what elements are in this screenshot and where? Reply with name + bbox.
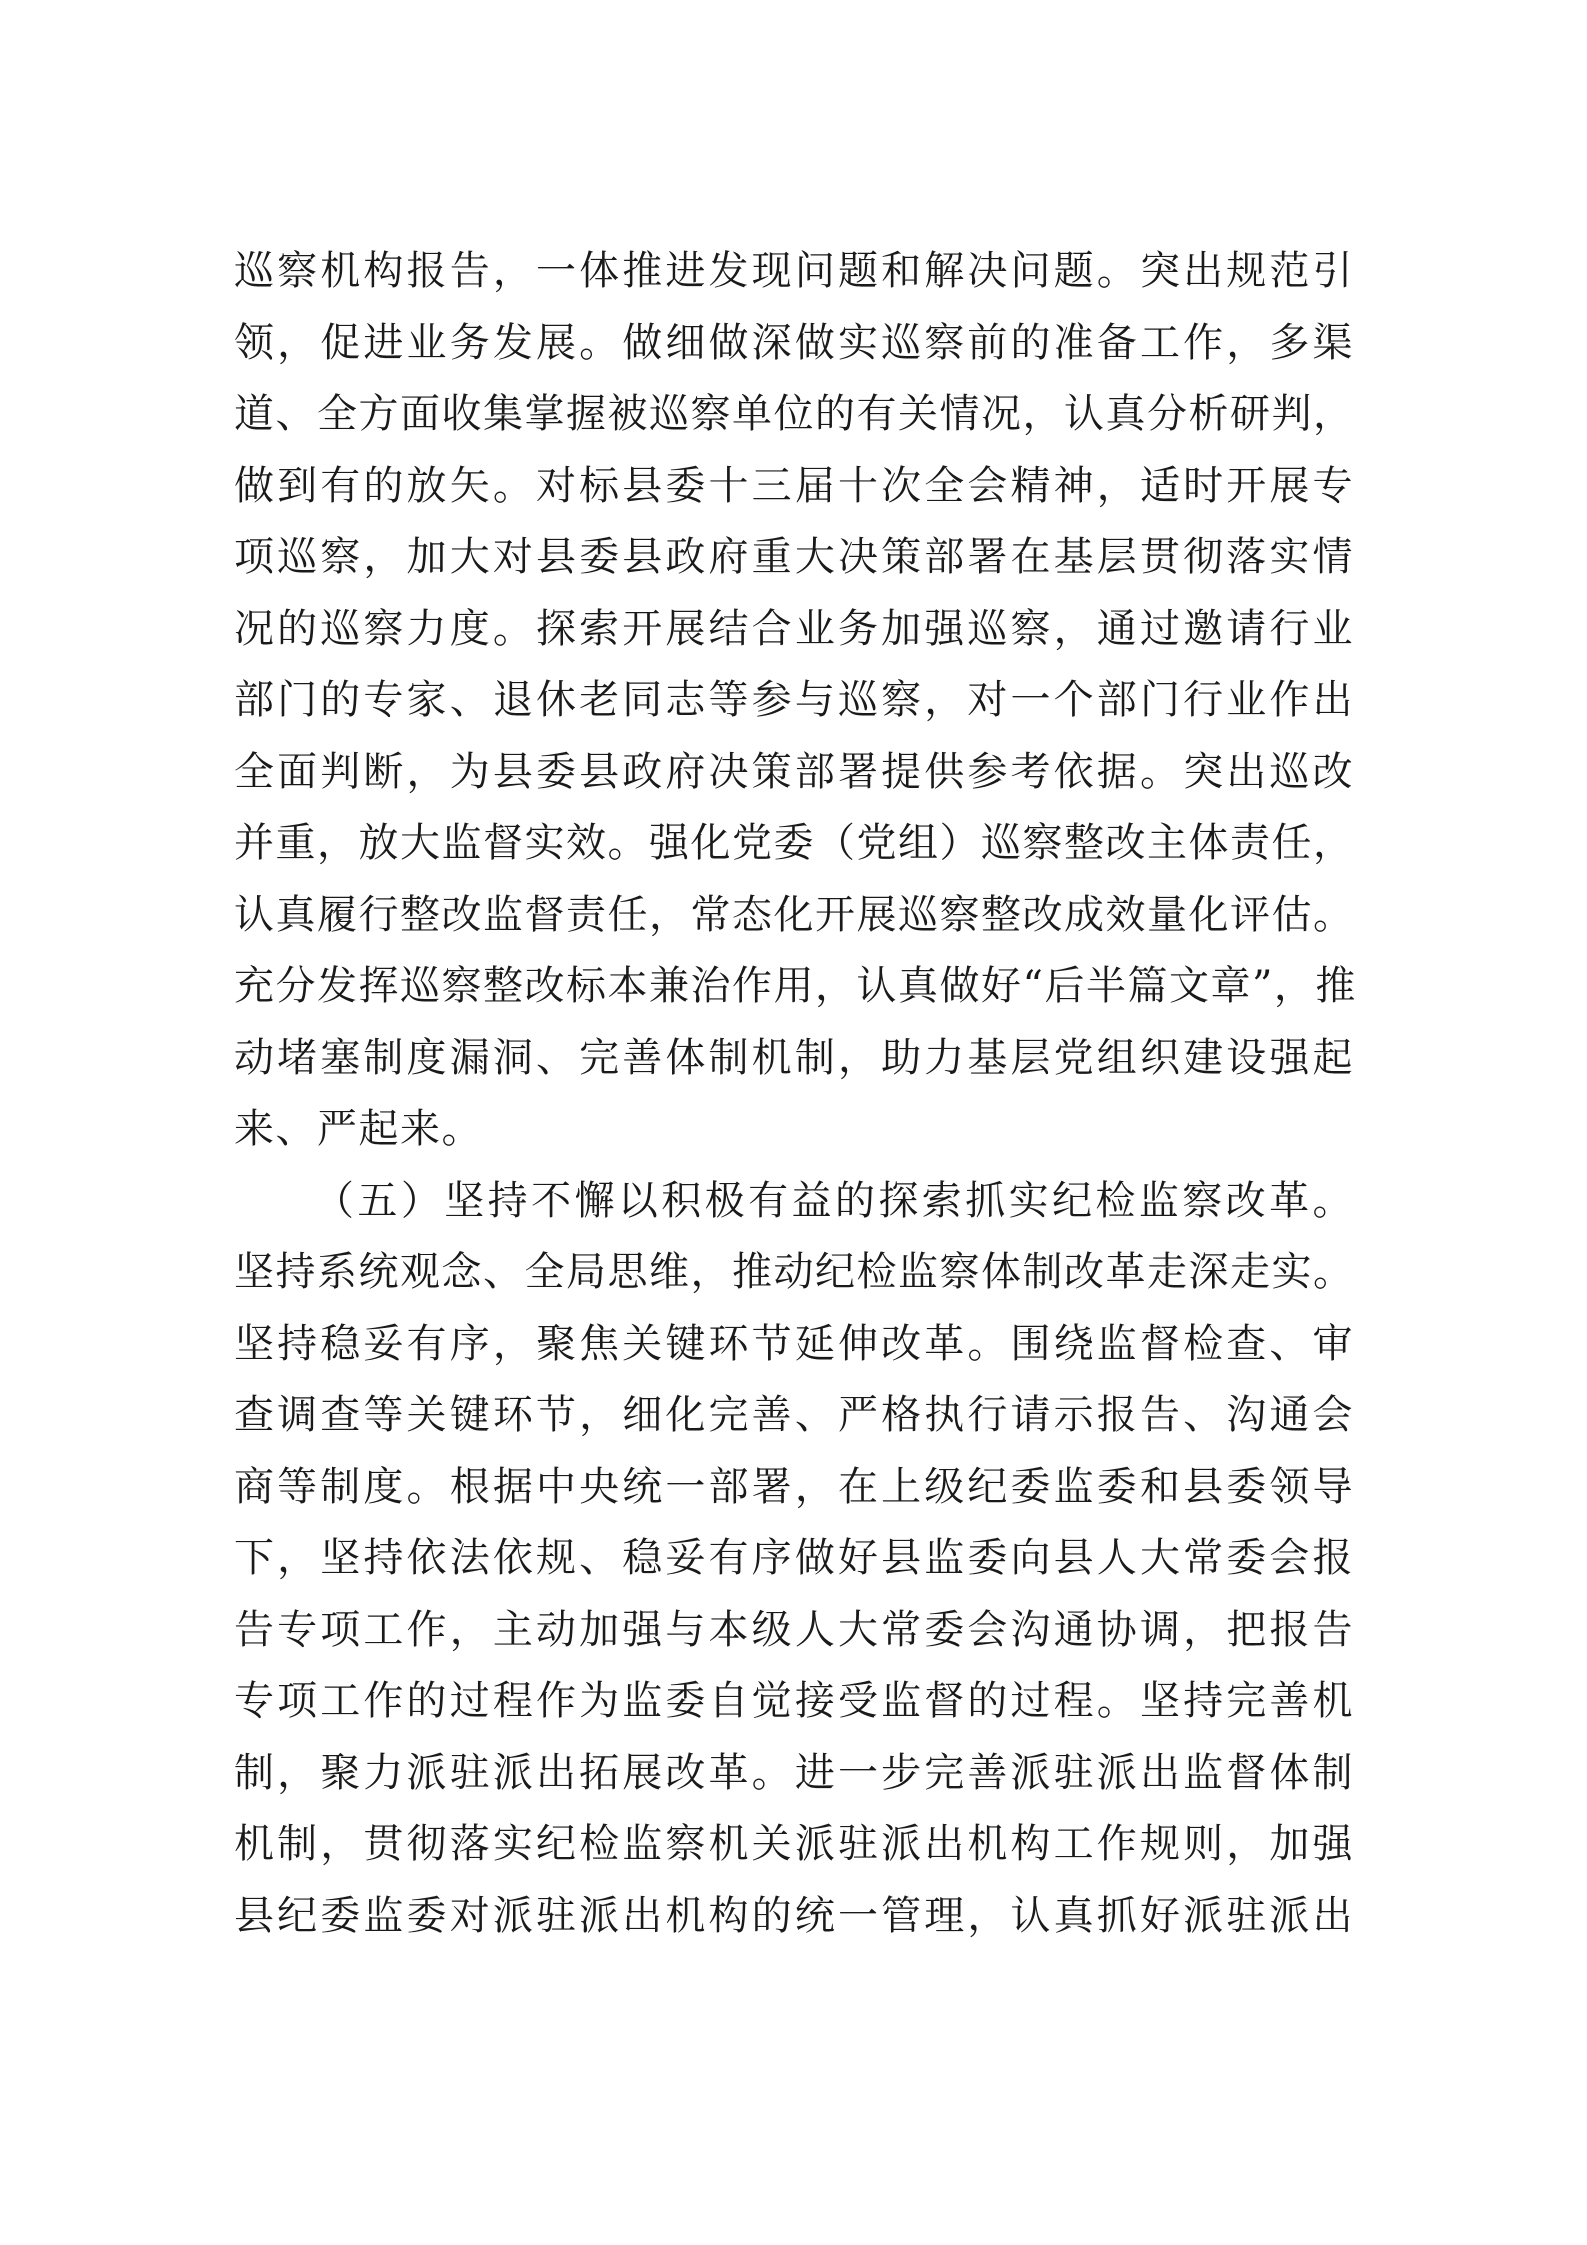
text-line: 项巡察，加大对县委县政府重大决策部署在基层贯彻落实情: [234, 534, 1354, 580]
text-line: 全面判断，为县委县政府决策部署提供参考依据。突出巡改: [234, 748, 1354, 795]
text-line: 充分发挥巡察整改标本兼治作用，认真做好“后半篇文章”，推: [234, 963, 1357, 1009]
paragraph-inspection: [234, 236, 1357, 1166]
text-line: 做到有的放矢。对标县委十三届十次全会精神，适时开展专: [234, 462, 1354, 509]
text-line: 专项工作的过程作为监委自觉接受监督的过程。坚持完善机: [234, 1678, 1354, 1724]
text-line: 查调查等关键环节，细化完善、严格执行请示报告、沟通会: [234, 1392, 1354, 1438]
text-line: 商等制度。根据中央统一部署，在上级纪委监委和县委领导: [234, 1463, 1354, 1510]
text-line: 制，聚力派驻派出拓展改革。进一步完善派驻派出监督体制: [234, 1749, 1354, 1796]
text-line: 部门的专家、退休老同志等参与巡察，对一个部门行业作出: [234, 677, 1354, 723]
text-line-last: 来、严起来。: [234, 1106, 483, 1152]
section-heading-line: （五）坚持不懈以积极有益的探索抓实纪检监察改革。: [314, 1177, 1354, 1224]
text-line: 领，促进业务发展。做细做深做实巡察前的准备工作，多渠: [234, 319, 1354, 366]
text-line: 告专项工作，主动加强与本级人大常委会沟通协调，把报告: [234, 1606, 1354, 1653]
text-line: 坚持稳妥有序，聚焦关键环节延伸改革。围绕监督检查、审: [234, 1320, 1354, 1367]
text-line: 巡察机构报告，一体推进发现问题和解决问题。突出规范引: [234, 248, 1354, 294]
text-line: 动堵塞制度漏洞、完善体制机制，助力基层党组织建设强起: [234, 1034, 1354, 1081]
text-line: 下，坚持依法依规、稳妥有序做好县监委向县人大常委会报: [234, 1535, 1354, 1581]
text-line: 认真履行整改监督责任，常态化开展巡察整改成效量化评估。: [234, 891, 1355, 938]
text-line: 机制，贯彻落实纪检监察机关派驻派出机构工作规则，加强: [234, 1821, 1354, 1867]
paragraph-reform: [234, 1166, 1354, 1953]
text-line: 况的巡察力度。探索开展结合业务加强巡察，通过邀请行业: [234, 605, 1354, 652]
text-line: 县纪委监委对派驻派出机构的统一管理，认真抓好派驻派出: [234, 1892, 1354, 1939]
text-line: 坚持系统观念、全局思维，推动纪检监察体制改革走深走实。: [234, 1249, 1355, 1295]
text-line: 并重，放大监督实效。强化党委（党组）巡察整改主体责任，: [234, 820, 1355, 866]
text-line: 道、全方面收集掌握被巡察单位的有关情况，认真分析研判，: [234, 391, 1355, 437]
document-body: [234, 236, 1357, 1952]
